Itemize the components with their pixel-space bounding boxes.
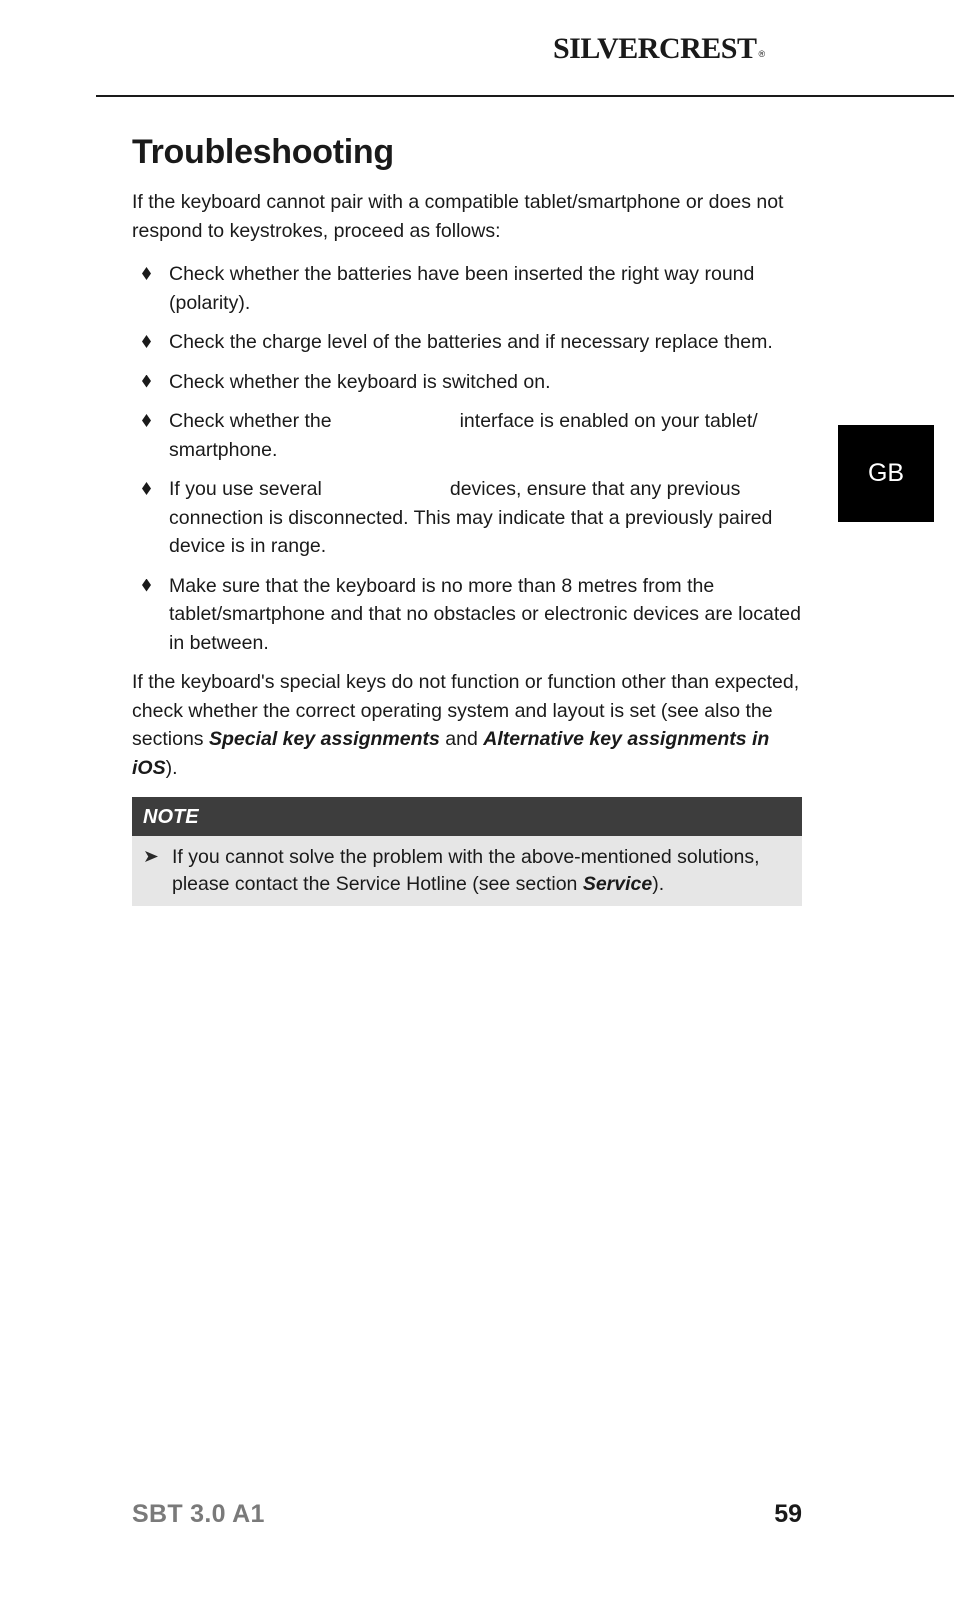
list-item <box>132 260 802 317</box>
special-keys-text: If the keyboard's special keys do not function or function other than expected, check whether the correct operating system and layout is set (see also the sections <box>132 671 800 750</box>
list-item-text: devices, ensure that any previous connection is disconnected. This may indicate that a previously paired device is in range. <box>169 478 773 557</box>
list-item-text: interface is enabled on your tablet/ smartphone. <box>169 410 758 461</box>
diamond-bullet-icon <box>142 482 151 495</box>
note-header <box>132 797 802 836</box>
list-item <box>132 475 802 561</box>
main-content <box>132 128 802 906</box>
section-reference: Special key assignments <box>208 728 440 750</box>
intro-paragraph: If the keyboard cannot pair with a compatible tablet/smartphone or does not respond to keystrokes, proceed as follows: <box>132 191 784 242</box>
special-keys-text: and <box>445 728 478 750</box>
section-reference: Service <box>582 873 653 895</box>
page-title: Troubleshooting <box>132 133 394 171</box>
registered-mark: ® <box>758 49 766 59</box>
note-body <box>132 836 802 906</box>
page-number: 59 <box>774 1500 802 1528</box>
list-item <box>132 328 802 357</box>
note-box <box>132 797 802 906</box>
list-item <box>132 572 802 658</box>
diamond-bullet-icon <box>142 579 151 592</box>
list-item <box>132 407 802 464</box>
list-item-text: Check whether the keyboard is switched on. <box>169 370 551 393</box>
special-keys-text: ). <box>165 756 178 779</box>
list-item-text: Check the charge level of the batteries and if necessary replace them. <box>169 331 773 353</box>
troubleshooting-list <box>132 260 802 657</box>
note-text: If you cannot solve the problem with the above-mentioned solutions, please contact the Service Hotline (see section <box>172 846 760 895</box>
list-item-text: If you use several <box>169 478 322 500</box>
silvercrest-logo <box>553 34 765 88</box>
list-item-text: Make sure that the keyboard is no more than 8 metres from the tablet/smartphone and that no obstacles or electronic devices are located in between. <box>169 574 801 654</box>
note-title: NOTE <box>143 805 199 828</box>
diamond-bullet-icon <box>142 335 151 348</box>
list-item-text: Check whether the batteries have been inserted the right way round (polarity). <box>169 263 755 314</box>
arrow-right-icon <box>145 851 158 862</box>
diamond-bullet-icon <box>142 375 151 388</box>
note-text: ). <box>652 873 665 895</box>
language-tab: GB <box>838 425 934 522</box>
list-item <box>132 368 802 397</box>
list-item-text: Check whether the <box>169 410 332 432</box>
logo-wordmark: SILVERCREST <box>553 32 757 65</box>
diamond-bullet-icon <box>142 414 151 427</box>
diamond-bullet-icon <box>142 267 151 280</box>
model-number: SBT 3.0 A1 <box>132 1500 265 1528</box>
special-keys-paragraph <box>132 668 802 782</box>
section-reference: Alternative key assignments in iOS <box>132 728 770 779</box>
header-rule <box>96 95 954 97</box>
